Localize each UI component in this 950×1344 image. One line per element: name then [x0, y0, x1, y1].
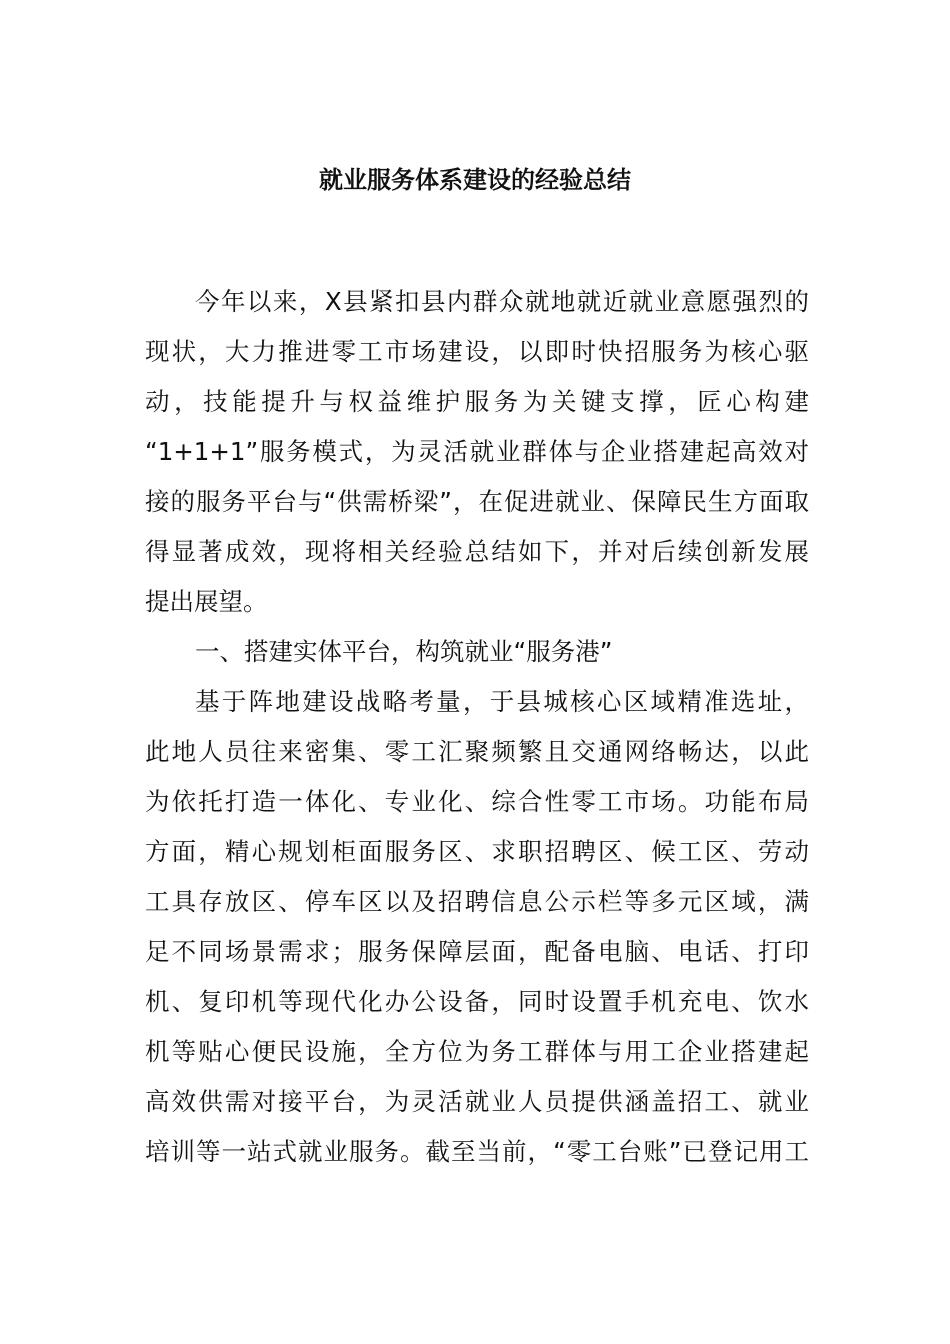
section-heading: 一、搭建实体平台，构筑就业“服务港” [195, 637, 613, 666]
document-body [145, 277, 809, 1177]
paragraph-line: 此地人员往来密集、零工汇聚频繁且交通网络畅达，以此 [145, 737, 809, 766]
paragraph-line: 足不同场景需求；服务保障层面，配备电脑、电话、打印 [145, 937, 809, 966]
document-title: 就业服务体系建设的经验总结 [319, 166, 631, 194]
paragraph-line: 为依托打造一体化、专业化、综合性零工市场。功能布局 [145, 787, 809, 816]
paragraph-line: 基于阵地建设战略考量，于县城核心区域精准选址， [195, 687, 809, 716]
paragraph-line: 机等贴心便民设施，全方位为务工群体与用工企业搭建起 [145, 1037, 809, 1066]
paragraph-line: 得显著成效，现将相关经验总结如下，并对后续创新发展 [145, 537, 809, 566]
paragraph-line: 动，技能提升与权益维护服务为关键支撑，匠心构建 [145, 387, 809, 416]
paragraph-line: 培训等一站式就业服务。截至当前，“零工台账”已登记用工 [145, 1137, 809, 1166]
paragraph-line: 高效供需对接平台，为灵活就业人员提供涵盖招工、就业 [145, 1087, 809, 1116]
paragraph-line: 机、复印机等现代化办公设备，同时设置手机充电、饮水 [145, 987, 809, 1016]
paragraph-line: 接的服务平台与“供需桥梁”，在促进就业、保障民生方面取 [145, 487, 809, 516]
paragraph-line: 提出展望。 [145, 587, 268, 616]
paragraph-line: 方面，精心规划柜面服务区、求职招聘区、候工区、劳动 [145, 837, 809, 866]
paragraph-line: 今年以来，X县紧扣县内群众就地就近就业意愿强烈的 [195, 287, 809, 316]
paragraph-line: 工具存放区、停车区以及招聘信息公示栏等多元区域，满 [145, 887, 809, 916]
paragraph-line: “1+1+1”服务模式，为灵活就业群体与企业搭建起高效对 [145, 437, 809, 466]
paragraph-line: 现状，大力推进零工市场建设，以即时快招服务为核心驱 [145, 337, 809, 366]
